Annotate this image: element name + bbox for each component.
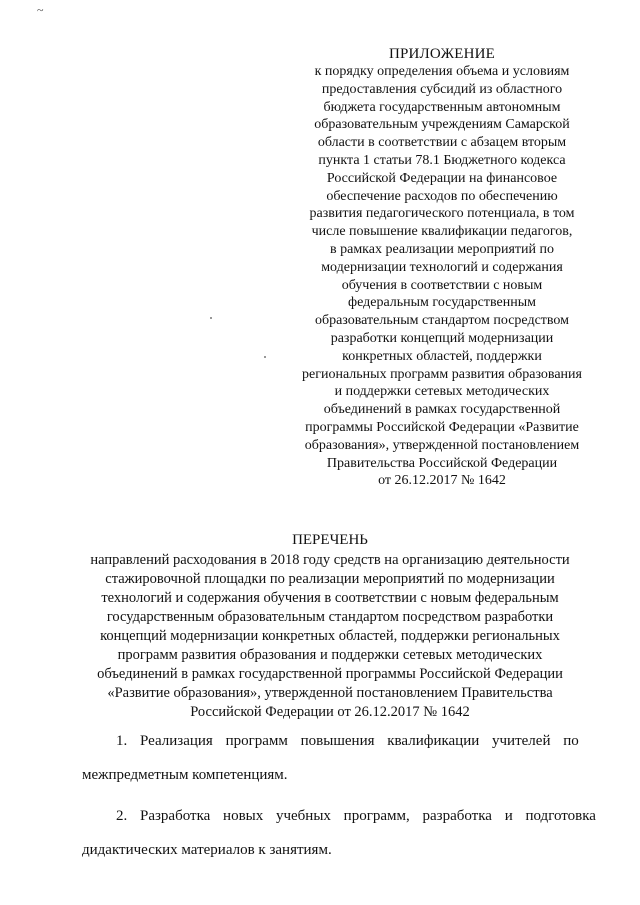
appendix-line: образовательным стандартом посредством [314,313,570,329]
list-title: ПЕРЕЧЕНЬ [292,532,368,548]
list-item [82,807,596,860]
appendix-line: развития педагогического потенциала, в том [309,206,575,222]
appendix-line: обеспечение расходов по обеспечению [326,188,558,204]
appendix-line: разработки концепций модернизации [330,330,554,346]
appendix-line: предоставления субсидий из областного [321,81,563,97]
appendix-line: и поддержки сетевых методических [334,384,550,400]
heading-line: стажировочной площадки по реализации мероприятий по модернизации [105,571,555,587]
appendix-line: конкретных областей, поддержки [342,348,542,364]
appendix-line: Российской Федерации на финансовое [326,170,558,186]
heading-line: концепций модернизации конкретных областей, поддержки региональных [100,628,560,644]
scan-speck [210,317,212,319]
appendix-line: в рамках реализации мероприятий по [330,241,554,257]
appendix-line: объединений в рамках государственной [323,402,561,418]
heading-line: государственным образовательным стандартом посредством разработки [106,609,554,625]
appendix-line: бюджета государственным автономным [323,99,561,115]
appendix-line: к порядку определения объема и условиям [314,64,570,79]
item-continuation: межпредметным компетенциям. [82,767,288,783]
appendix-line: региональных программ развития образования [302,366,582,382]
appendix-line: образования», утвержденной постановлением [304,437,580,453]
appendix-line: пункта 1 статьи 78.1 Бюджетного кодекса [318,152,566,168]
item-first-line: 1. Реализация программ повышения квалификации учителей по [116,733,579,749]
appendix-title: ПРИЛОЖЕНИЕ [388,46,496,62]
heading-line: объединений в рамках государственной программы Российской Федерации [97,666,563,682]
heading-line: «Развитие образования», утвержденной постановлением Правительства [107,685,553,701]
appendix-line: числе повышение квалификации педагогов, [311,224,573,240]
appendix-line: образовательным учреждениям Самарской [314,117,570,133]
appendix-block [262,45,622,490]
list-item [82,732,579,785]
corner-mark: ~ [37,3,44,17]
appendix-line: программы Российской Федерации «Развитие [305,419,579,435]
heading-line: технологий и содержания обучения в соответствии с новым федеральным [101,590,559,606]
heading-line: направлений расходования в 2018 году средств на организацию деятельности [90,552,570,568]
items-list [82,732,596,860]
list-heading [60,531,600,722]
appendix-line: модернизации технологий и содержания [321,259,563,275]
scan-speck [264,356,266,358]
heading-line: программ развития образования и поддержки сетевых методических [117,647,543,663]
item-first-line: 2. Разработка новых учебных программ, разработка и подготовка [116,808,596,824]
appendix-line: Правительства Российской Федерации [326,455,558,471]
appendix-line: области в соответствии с абзацем вторым [317,135,567,151]
appendix-line: федеральным государственным [348,295,536,311]
appendix-line: обучения в соответствии с новым [341,277,543,293]
heading-line: Российской Федерации от 26.12.2017 № 1642 [190,704,470,720]
appendix-line: от 26.12.2017 № 1642 [378,473,506,489]
item-continuation: дидактических материалов к занятиям. [82,842,332,858]
